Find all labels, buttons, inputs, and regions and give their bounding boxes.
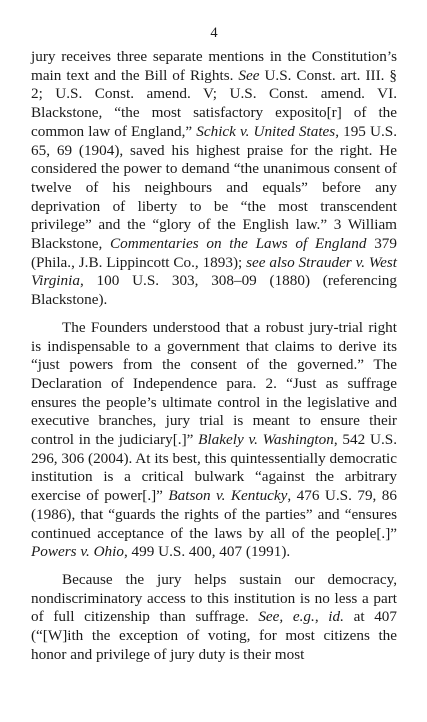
text-run: , 499 U.S. 400, 407 (1991). <box>123 543 291 561</box>
text-run: U.S. Const. art. III. § 2; U.S. Const. amend. V; U.S. Const. amend. VI. Blackstone, “the most satisfactory exposito[r] of the common law of England,” <box>31 66 397 140</box>
italic-citation: See <box>238 66 260 84</box>
paragraph <box>31 48 397 310</box>
italic-citation: Schick v. United States <box>196 122 336 140</box>
italic-citation: Blakely v. Washington <box>198 431 334 449</box>
document-page <box>31 24 397 665</box>
text-run: jury receives three separate mentions in the Constitution’s main text and the Bill of Rights. <box>31 48 397 84</box>
paragraph <box>31 319 397 562</box>
text-run: , 476 U.S. 79, 86 (1986), that “guards the rights of the parties” and “ensures continued acceptance of the laws by all of the people[.]” <box>31 487 397 542</box>
italic-citation: id. <box>328 608 344 626</box>
paragraph <box>31 571 397 665</box>
text-run: , 100 U.S. 303, 308–09 (1880) (referencing Blackstone). <box>31 272 397 309</box>
text-run: , 195 U.S. 65, 69 (1904), saved his highest praise for the right. He considered the power to demand “the unanimous consent of twelve of his neighbours and equals” before any deprivation of liberty to be “the most transcendent privilege” and the “glory of the English law.” 3 William Blackstone, <box>31 122 397 253</box>
text-run: at 407 (“[W]ith the exception of voting, for most citizens the honor and privilege of jury duty is their most <box>31 608 397 663</box>
text-run: , <box>314 608 329 626</box>
body-text <box>31 48 397 665</box>
page-number: 4 <box>210 25 218 41</box>
italic-citation: Powers v. Ohio <box>31 543 124 561</box>
text-run: Because the jury helps sustain our democracy, nondiscriminatory access to this institution is no less a part of full citizenship than suffrage. <box>31 570 397 626</box>
text-run: The Founders understood that a robust jury-trial right is indispensable to a government that claims to derive its “just powers from the consent of the governed.” The Declaration of Independence para. 2. “Just as suffrage ensures the people’s ultimate control in the legislative and executive branches, jury trial is meant to ensure their control in the judiciary[.]” <box>31 318 397 449</box>
italic-citation: Batson v. Kentucky <box>168 487 288 505</box>
text-run: 379 (Phila., J.B. Lippincott Co., 1893); <box>31 235 397 271</box>
italic-citation: Commentaries on the Laws of England <box>110 235 367 253</box>
italic-citation: see also Strauder v. West Virginia <box>31 253 397 290</box>
text-run: , 542 U.S. 296, 306 (2004). At its best, this quintessentially democratic institution is a critical bulwark “against the arbitrary exercise of power[.]” <box>31 431 397 505</box>
italic-citation: See, e.g. <box>258 608 315 626</box>
